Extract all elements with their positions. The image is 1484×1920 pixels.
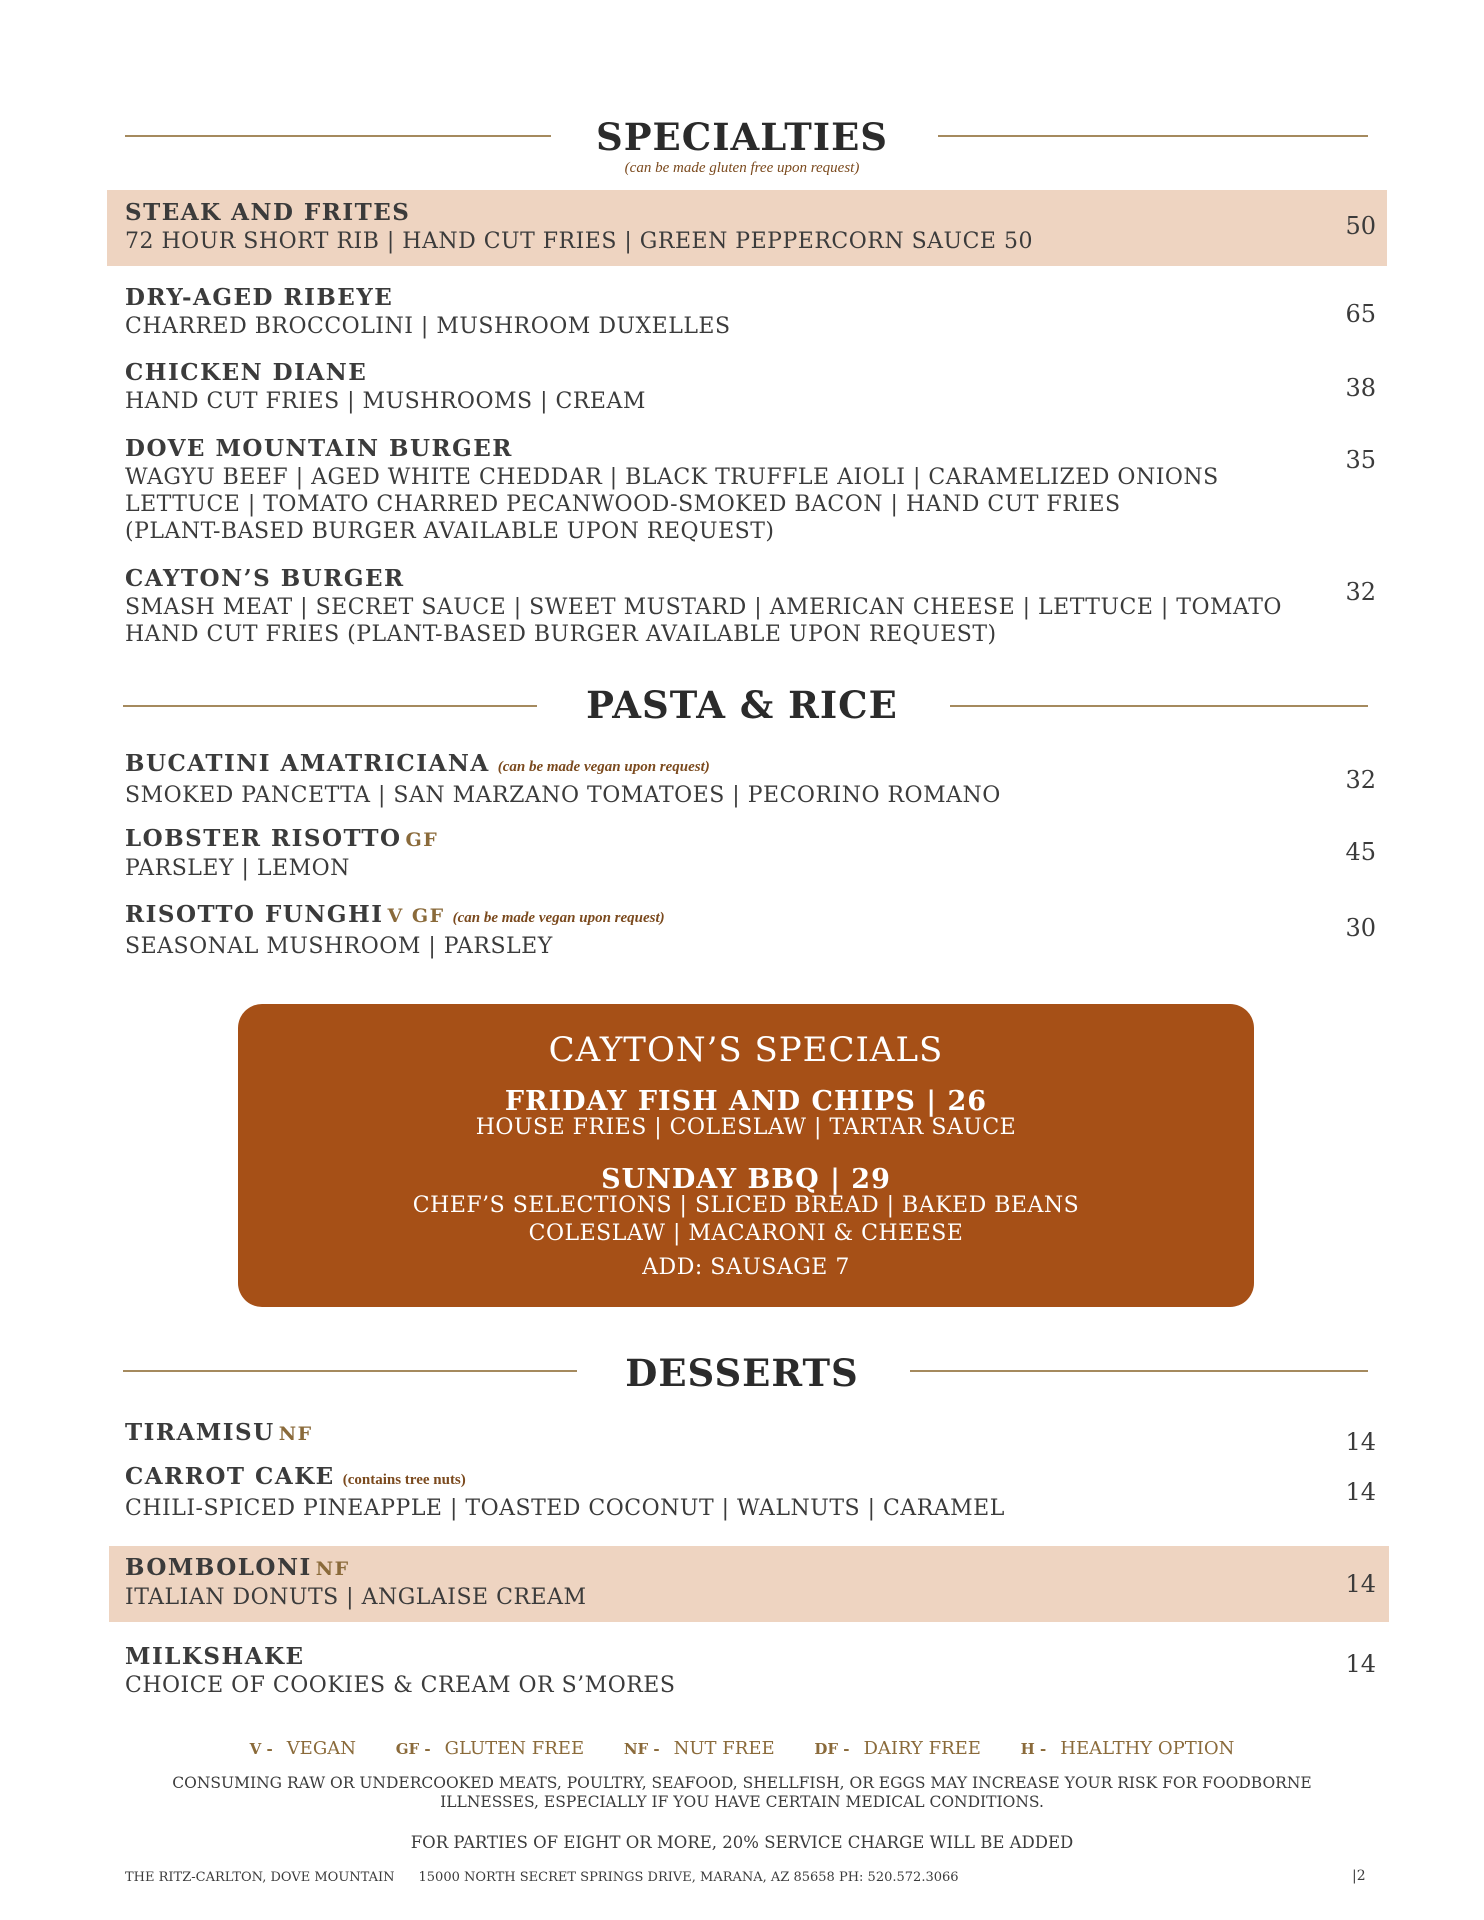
disclaimer-line-2: ILLNESSES, ESPECIALLY IF YOU HAVE CERTAIN MEDICAL CONDITIONS. — [440, 1793, 1044, 1811]
item-name — [125, 749, 1285, 782]
footer-venue-address — [125, 1870, 959, 1885]
dietary-tag: NF — [278, 1423, 313, 1445]
legend-code: NF - — [623, 1740, 660, 1758]
item-name-text: BOMBOLONI — [125, 1554, 312, 1581]
item-desc: HAND CUT FRIES | MUSHROOMS | CREAM — [125, 389, 646, 414]
sunday-special-desc-1: CHEF’S SELECTIONS | SLICED BREAD | BAKED BEANS — [412, 1193, 1080, 1218]
legend-code: V - — [249, 1740, 273, 1758]
item-name — [125, 824, 1285, 855]
specials-addon: ADD: SAUSAGE 7 — [642, 1255, 850, 1280]
item-name-text: RISOTTO FUNGHI — [125, 901, 384, 928]
menu-item-lobster-risotto — [125, 824, 1285, 882]
item-desc: CHARRED BROCCOLINI | MUSHROOM DUXELLES — [125, 314, 731, 339]
item-desc: ITALIAN DONUTS | ANGLAISE CREAM — [125, 1585, 587, 1610]
legend-label: VEGAN — [286, 1738, 356, 1759]
disclaimer-line-1: CONSUMING RAW OR UNDERCOOKED MEATS, POULTRY, SEAFOOD, SHELLFISH, OR EGGS MAY INCREASE YOUR RISK FOR FOODBORNE — [172, 1774, 1312, 1792]
footer-address: 15000 NORTH SECRET SPRINGS DRIVE, MARANA, AZ 85658 PH: 520.572.3066 — [418, 1870, 959, 1885]
item-price: 38 — [1345, 374, 1376, 402]
service-charge-note: FOR PARTIES OF EIGHT OR MORE, 20% SERVICE CHARGE WILL BE ADDED — [410, 1833, 1074, 1852]
item-price: 14 — [1345, 1650, 1376, 1678]
footer-venue: THE RITZ-CARLTON, DOVE MOUNTAIN — [125, 1870, 395, 1885]
dietary-tag: GF — [405, 829, 439, 851]
item-name-text: LOBSTER RISOTTO — [125, 825, 402, 852]
item-note: (can be made vegan upon request) — [497, 759, 710, 775]
item-name — [125, 1418, 1285, 1449]
item-desc: 72 HOUR SHORT RIB | HAND CUT FRIES | GREEN PEPPERCORN SAUCE 50 — [125, 229, 1033, 254]
menu-item-dove-mountain-burger — [125, 434, 1285, 545]
legend-label: NUT FREE — [673, 1738, 775, 1759]
legend-code: H - — [1020, 1740, 1047, 1758]
item-price: 35 — [1345, 446, 1376, 474]
item-name: MILKSHAKE — [125, 1643, 305, 1670]
item-price: 65 — [1345, 300, 1376, 328]
specials-title: CAYTON’S SPECIALS — [548, 1030, 944, 1070]
item-desc: CHOICE OF COOKIES & CREAM OR S’MORES — [125, 1673, 676, 1698]
item-note: (can be made vegan upon request) — [452, 910, 665, 926]
friday-special-heading: FRIDAY FISH AND CHIPS | 26 — [504, 1086, 988, 1117]
raw-food-disclaimer — [140, 1774, 1344, 1812]
desserts-title: DESSERTS — [625, 1351, 859, 1395]
item-name-text: BUCATINI AMATRICIANA — [125, 750, 490, 777]
specialties-note: (can be made gluten free upon request) — [624, 160, 860, 176]
friday-special-desc: HOUSE FRIES | COLESLAW | TARTAR SAUCE — [475, 1115, 1017, 1140]
item-price: 14 — [1345, 1478, 1376, 1506]
item-desc: SMASH MEAT | SECRET SAUCE | SWEET MUSTARD | AMERICAN CHEESE | LETTUCE | TOMATO — [125, 595, 1282, 620]
item-desc: CHILI-SPICED PINEAPPLE | TOASTED COCONUT | WALNUTS | CARAMEL — [125, 1496, 1005, 1521]
item-name — [125, 1462, 1285, 1495]
item-price: 32 — [1345, 578, 1376, 606]
item-name — [125, 1553, 1285, 1584]
menu-item-tiramisu — [125, 1418, 1285, 1449]
dietary-tag: NF — [315, 1558, 350, 1580]
specialties-title: SPECIALTIES — [596, 115, 888, 159]
item-desc: SMOKED PANCETTA | SAN MARZANO TOMATOES | PECORINO ROMANO — [125, 783, 1001, 808]
item-name: DOVE MOUNTAIN BURGER — [125, 435, 513, 462]
item-price: 45 — [1345, 838, 1376, 866]
item-name — [125, 900, 1285, 933]
menu-item-risotto-funghi — [125, 900, 1285, 960]
item-desc: (PLANT-BASED BURGER AVAILABLE UPON REQUEST) — [125, 519, 775, 544]
menu-item-bucatini — [125, 749, 1285, 809]
item-price: 14 — [1345, 1428, 1376, 1456]
legend-label: DAIRY FREE — [863, 1738, 981, 1759]
menu-item-steak-frites — [125, 198, 1285, 255]
item-name: STEAK AND FRITES — [125, 199, 411, 226]
item-desc: SEASONAL MUSHROOM | PARSLEY — [125, 934, 553, 959]
item-price: 30 — [1345, 914, 1376, 942]
item-desc: PARSLEY | LEMON — [125, 856, 350, 881]
item-name-text: TIRAMISU — [125, 1419, 275, 1446]
page-number: |2 — [1352, 1868, 1366, 1884]
menu-item-carrot-cake — [125, 1462, 1285, 1522]
legend-code: GF - — [395, 1740, 431, 1758]
menu-item-milkshake — [125, 1642, 1285, 1699]
item-name: CHICKEN DIANE — [125, 359, 368, 386]
item-price: 32 — [1345, 766, 1376, 794]
item-price: 14 — [1345, 1570, 1376, 1598]
pasta-title: PASTA & RICE — [586, 683, 898, 727]
menu-item-bomboloni — [125, 1553, 1285, 1611]
menu-item-chicken-diane — [125, 358, 1285, 415]
item-name: CAYTON’S BURGER — [125, 565, 405, 592]
item-name-text: CARROT CAKE — [125, 1463, 335, 1490]
caytons-specials-box — [238, 1004, 1254, 1307]
item-desc: WAGYU BEEF | AGED WHITE CHEDDAR | BLACK TRUFFLE AIOLI | CARAMELIZED ONIONS — [125, 465, 1219, 490]
sunday-special-desc-2: COLESLAW | MACARONI & CHEESE — [528, 1221, 964, 1246]
dietary-legend — [0, 1738, 1484, 1759]
sunday-special-heading: SUNDAY BBQ | 29 — [601, 1164, 891, 1195]
dietary-tag: V GF — [387, 905, 445, 927]
item-note: (contains tree nuts) — [342, 1472, 466, 1488]
item-desc: HAND CUT FRIES (PLANT-BASED BURGER AVAILABLE UPON REQUEST) — [125, 622, 997, 647]
menu-item-ribeye — [125, 283, 1285, 340]
legend-label: HEALTHY OPTION — [1060, 1738, 1235, 1759]
item-name: DRY-AGED RIBEYE — [125, 284, 394, 311]
item-desc: LETTUCE | TOMATO CHARRED PECANWOOD-SMOKED BACON | HAND CUT FRIES — [125, 492, 1121, 517]
menu-item-caytons-burger — [125, 564, 1285, 648]
item-price: 50 — [1345, 212, 1376, 240]
legend-code: DF - — [814, 1740, 850, 1758]
legend-label: GLUTEN FREE — [444, 1738, 585, 1759]
